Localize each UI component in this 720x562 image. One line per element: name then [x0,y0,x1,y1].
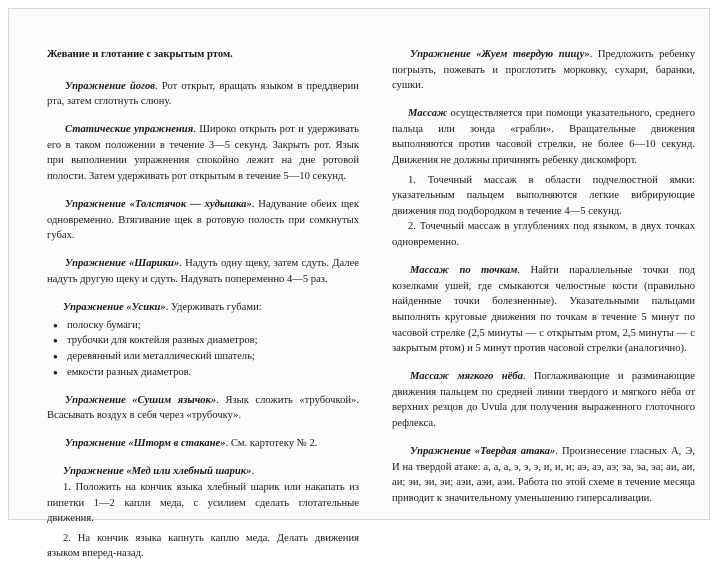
exercise-text: . Найти параллельные точки под козелками ушей, где смыкаются челюстные кости (правильно найденные точки болезненные). Указательными пальцами выполнять круговые движения по точкам в течение 5 минут по часовой стрелке (2,5 минуты — с открытым ртом, 2,5 минуты — с закрытым ртом) и 5 минут против часовой стрелки (аналогично). [392,265,695,355]
list-item: ● емкости разных диаметров. [53,365,359,381]
exercise-text: . См. картотеку № 2. [225,438,318,450]
exercise-title: Упражнение «Сушим язычок» [65,394,217,406]
list-item: ● деревянный или металлический шпатель; [53,349,359,365]
exercise-title: Массаж мягкого нёба [410,371,523,383]
numbered-item: 1. Точечный массаж в области подчелюстной ямки: указательным пальцем выполняются легкие вибрирующие движения под подбородком в течение 4—5 секунд. [392,174,695,217]
numbered-item: 2. На кончик языка капнуть каплю меда. Делать движения языком вперед-назад. [47,532,359,560]
exercise-text: . Надуть одну щеку, затем сдуть. Далее надуть другую щеку и сдуть. Надувать попеременно 4—5 раз. [47,258,359,286]
left-column [47,47,359,562]
exercise-usiki [47,300,359,380]
exercise-tverdaya-ataka [392,444,695,506]
massage-section [392,106,695,250]
exercise-text: . Широко открыть рот и удерживать его в таком положении в течение 3—5 секунд. Закрыть рот. Язык при выполнении упражнения спокойно лежит на дне ротовой полости. Затем удерживать рот открытым в течение 5—10 секунд. [47,124,359,183]
exercise-title: Упражнение «Шарики» [65,258,180,270]
section-heading: Жевание и глотание с закрытым ртом. [47,49,233,60]
exercise-zhuem [392,47,695,94]
bullet-list [47,318,359,380]
exercise-text: . Удерживать губами: [165,302,262,314]
exercise-shariki [47,256,359,287]
exercise-text: . Язык сложить «трубочкой». Всасывать воздух в себя через «трубочку». [47,394,359,422]
exercise-title: Упражнение «Мед или хлебный шарик» [63,466,252,478]
list-item: ● полоску бумаги; [53,318,359,334]
exercise-title: Упражнение йогов [65,80,155,92]
exercise-text: . [251,466,255,478]
exercise-text: . Поглаживающие и разминающие движения пальцем по средней линии твердого и мягкого нёба от верхних резцов до Uvula для получения выраженного глоточного рефлекса. [392,371,695,429]
exercise-static [47,122,359,184]
numbered-item: 2. Точечный массаж в углублениях под языком, в двух точках одновременно. [392,221,695,249]
exercise-title: Массаж по точкам [410,265,518,277]
massage-points [392,263,695,357]
massage-soft-palate [392,369,695,431]
exercise-title: Массаж [408,108,448,120]
exercise-text: . Рот открыт, вращать языком в преддверии рта, затем сглотнуть слюну. [47,80,359,108]
exercise-med [47,464,359,562]
exercise-title: Упражнение «Твердая атака» [410,446,556,458]
exercise-sushim-yazychok [47,393,359,424]
exercise-title: Упражнение «Усики» [63,302,166,314]
exercise-title: Упражнение «Толстячок — худышка» [65,199,252,211]
right-column [392,47,695,519]
exercise-yoga [47,79,359,110]
exercise-text: . Надувание обеих щек одновременно. Втягивание щек в ротовую полость при сомкнутых губах. [47,199,359,242]
exercise-tolstyachok [47,197,359,244]
exercise-title: Упражнение «Шторм в стакане» [65,438,226,450]
exercise-title: Статические упражнения [65,124,194,136]
list-item: ● трубочки для коктейля разных диаметров; [53,333,359,349]
exercise-text: . Предложить ребенку погрызть, пожевать и проглотить морковку, сухари, баранки, сушки. [392,49,695,92]
exercise-shtorm [47,436,359,452]
exercise-text: . Произнесение гласных А, Э, И на твердой атаке: а, а, а, э, э, э, и, и, и; аэ, аэ, аэ; эа, эа, эа; аи, аи, аи; эи, эи, эи; аэи, аэи, аэи. Работа по этой схеме в течение месяца приводит к значительному уменьшению гиперсаливации. [392,446,695,504]
numbered-item: 1. Положить на кончик языка хлебный шарик или накапать из пипетки 1—2 капли меда, с усилием сделать глотательные движения. [47,481,359,525]
exercise-title: Упражнение «Жуем твердую пищу» [410,49,590,60]
book-page [8,8,710,560]
exercise-text: осуществляется при помощи указательного, среднего пальца или зонда «грабли». Вращательные движения выполняются против часовой стрелки, не более 6—10 секунд. Движения не должны причинять ребенку дискомфорт. [392,108,695,167]
